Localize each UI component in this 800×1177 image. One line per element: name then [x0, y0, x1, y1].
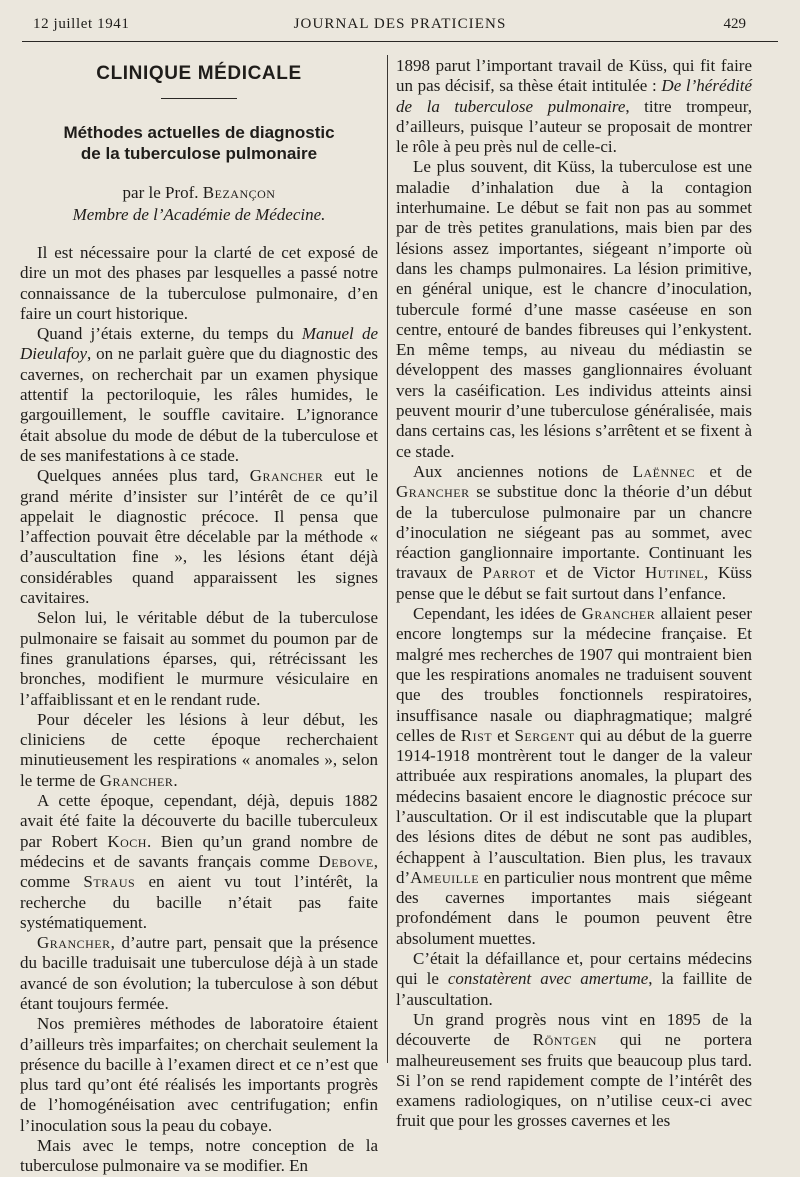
paragraph-text: . Bien qu’un grand nombre de médecins et de savants français comme	[20, 831, 379, 871]
paragraph	[20, 791, 378, 933]
paragraph-text: en aient vu tout l’intérêt, la recherche du bacille n’était pas faite systématiquement.	[20, 872, 378, 932]
paragraph-text: et de	[709, 461, 753, 481]
paragraph-text: 1898 parut l’important travail de Küss, qui fit faire un pas décisif, sa thèse était intitulée :	[396, 56, 752, 96]
paragraph-text: Quand j’étais externe, du temps du	[37, 324, 294, 344]
paragraph-text: en particulier nous montrent que même des cavernes importantes mais siégeant profondément dans le poumon peuvent être absolument muettes.	[396, 867, 752, 948]
paragraph	[20, 710, 378, 791]
journal-title: JOURNAL DES PRATICIENS	[293, 16, 507, 32]
paragraph-text: qui au début de la guerre 1914-1918 montrèrent tout le danger de la valeur attribuée aux respirations anomales, la plupart des médecins basaient encore le diagnostic précoce sur l’auscultation. Or il est indiscutable que la plupart des lésions dites de début ne sont pas audibles, échappent à l’auscultation. Bien plus, les travaux d’	[396, 725, 753, 887]
paragraph	[396, 56, 752, 157]
title-rule	[161, 98, 237, 99]
person-name: Grancher	[249, 466, 324, 486]
paragraph	[20, 933, 378, 1014]
person-name: Sergent	[514, 725, 575, 745]
paragraph-text: et	[497, 725, 510, 745]
article-title	[20, 122, 378, 164]
paragraph: Nos premières méthodes de laboratoire étaient d’ailleurs très imparfaites; on cherchait seulement la présence du bacille à l’examen direct et ce n’est que plus tard qu’ont été réalisés les importants progrès de l’homogénéisation avec centrifugation; enfin l’inoculation sous la peau du cobaye.	[20, 1014, 378, 1135]
paragraph	[20, 324, 378, 466]
article-title-line: Méthodes actuelles de diagnostic	[63, 123, 335, 142]
paragraph-text: qui ne portera malheureusement ses fruits que beaucoup plus tard. Si l’on se rend rapidement compte de l’intérêt des examens radiologiques, on n’utilise ceux-ci avec fruit que pour les grosses cavernes et les	[396, 1030, 752, 1131]
paragraph-text: , Küss pense que le début se fait surtout dans l’enfance.	[396, 563, 753, 603]
paragraph	[396, 949, 752, 1010]
author-affiliation: Membre de l’Académie de Médecine.	[72, 205, 326, 224]
paragraph-text: , titre trompeur, d’ailleurs, puisque l’auteur se proposait de montrer le rôle à peu près nul de celle-ci.	[396, 96, 752, 157]
paragraph-text: Aux anciennes notions de	[413, 461, 619, 481]
paragraph-text: et de Victor	[545, 563, 636, 583]
paragraph-text: Quelques années plus tard,	[37, 466, 239, 486]
paragraph-text: Un grand progrès nous vint en 1895 de la découverte de	[396, 1009, 752, 1050]
paragraph-text: A cette époque, cependant, déjà, depuis 1882 avait été faite la découverte du bacille tuberculeux par Robert	[20, 791, 378, 851]
section-title: CLINIQUE MÉDICALE	[96, 63, 302, 84]
person-name: Grancher	[99, 770, 174, 790]
person-name: Koch	[107, 831, 147, 851]
paragraph: Il est nécessaire pour la clarté de cet exposé de dire un mot des phases par lesquelles a passé notre connaissance de la tuberculose pulmonaire, d’en faire un court historique.	[20, 243, 378, 323]
paragraph-text: , d’autre part, pensait que la présence du bacille traduisait une tuberculose déjà à un stade avancé de son évolution; la tuberculose à son début étant toujours fermée.	[20, 933, 378, 1013]
person-name: Grancher	[581, 604, 656, 624]
paragraph	[396, 462, 752, 604]
paragraph-text: Cependant, les idées de	[413, 604, 577, 624]
issue-date: 12 juillet 1941	[33, 16, 130, 32]
person-name: Debove	[318, 851, 374, 871]
person-name: Rist	[460, 725, 493, 745]
person-name: Ameuille	[410, 867, 480, 887]
byline-prefix: par le Prof.	[122, 183, 199, 202]
author-name: Bezançon	[202, 183, 276, 202]
paragraph: Mais avec le temps, notre conception de la tuberculose pulmonaire va se modifier. En	[20, 1136, 378, 1176]
person-name: Hutinel	[644, 563, 705, 583]
article-title-line: de la tuberculose pulmonaire	[80, 144, 318, 163]
header-rule	[22, 41, 778, 42]
byline	[20, 182, 378, 204]
page-number: 429	[723, 16, 746, 32]
paragraph: Selon lui, le véritable début de la tuberculose pulmonaire se faisait au sommet du poumon par de fines granulations éparses, qui, rétrécissant les bronches, modifient le murmure vésiculaire en l’affaiblissant et en le rendant rude.	[20, 608, 378, 709]
thesis-title: De l’hérédité de la tuberculose pulmonaire	[396, 76, 753, 116]
person-name: Grancher	[37, 933, 111, 953]
person-name: Parrot	[482, 563, 536, 583]
paragraph-text: allaient peser encore longtemps sur la médecine française. Et malgré mes recherches de 1907 qui montraient bien que les respirations anomales ne traduisent souvent que des troubles fonctionnels respiratoires, insuffisance nasale ou diaphragmatique; malgré celles de	[396, 604, 753, 745]
emphasized-text: constatèrent avec amertume	[447, 969, 649, 989]
paragraph	[396, 604, 752, 949]
paragraph-text: se substitue donc la théorie d’un début de la tuberculose pulmonaire par un chancre d’inoculation ne siégeant pas au sommet, avec réaction ganglionnaire importante. Continuant les travaux de	[396, 482, 752, 583]
paragraph-text: , la faillite de l’auscultation.	[396, 969, 753, 1009]
paragraph-text: .	[173, 770, 178, 790]
person-name: Laënnec	[632, 461, 696, 481]
paragraph: Le plus souvent, dit Küss, la tuberculose est une maladie d’inhalation due à la contagion interhumaine. Le début se fait non pas au sommet par de très petites granulations, mais bien par des lésions assez importantes, siégeant n’importe où dans les champs pulmonaires. La lésion primitive, en général unique, est le chancre d’inoculation, tubercule formé d’une masse caséeuse en son centre, entouré de bandes fibreuses qui l’enkystent. En même temps, au niveau du médiastin se développent des masses ganglionnaires évoluant vers la caséification. Les individus atteints ainsi peuvent mourir d’une tuberculose généralisée, mais dans certains cas, les lésions s’arrêtent et se fixent à ce stade.	[396, 157, 752, 461]
paragraph-text: , on ne parlait guère que du diagnostic des cavernes, on recherchait par un examen physique attentif la pectoriloquie, les râles humides, le gargouillement, le souffle cavitaire. L’ignorance était absolue du mode de début de la tuberculose et de ses manifestations à ce stade.	[20, 344, 378, 465]
book-title: Manuel de Dieulafoy	[20, 324, 378, 364]
paragraph-text: eut le grand mérite d’insister sur l’intérêt de ce qu’il appelait le diagnostic précoce. Il pensa que l’affection pouvait être décelable par la méthode « d’auscultation fine », les lésions étant déjà considérables quand apparaissent les signes cavitaires.	[20, 466, 379, 608]
running-header	[0, 0, 800, 46]
paragraph-text: , comme	[20, 851, 378, 892]
paragraph-text: Pour déceler les lésions à leur début, les cliniciens de cette époque recherchaient minutieusement les respirations « anomales », selon le terme de	[20, 709, 378, 790]
paragraph-text: C’était la défaillance et, pour certains médecins qui le	[396, 949, 752, 989]
paragraph	[20, 466, 378, 608]
person-name: Straus	[83, 872, 136, 892]
right-column	[396, 56, 752, 1132]
left-column	[20, 56, 378, 1177]
column-divider	[387, 55, 388, 1063]
person-name: Röntgen	[532, 1030, 597, 1050]
paragraph	[396, 1010, 752, 1132]
person-name: Grancher	[396, 482, 470, 502]
